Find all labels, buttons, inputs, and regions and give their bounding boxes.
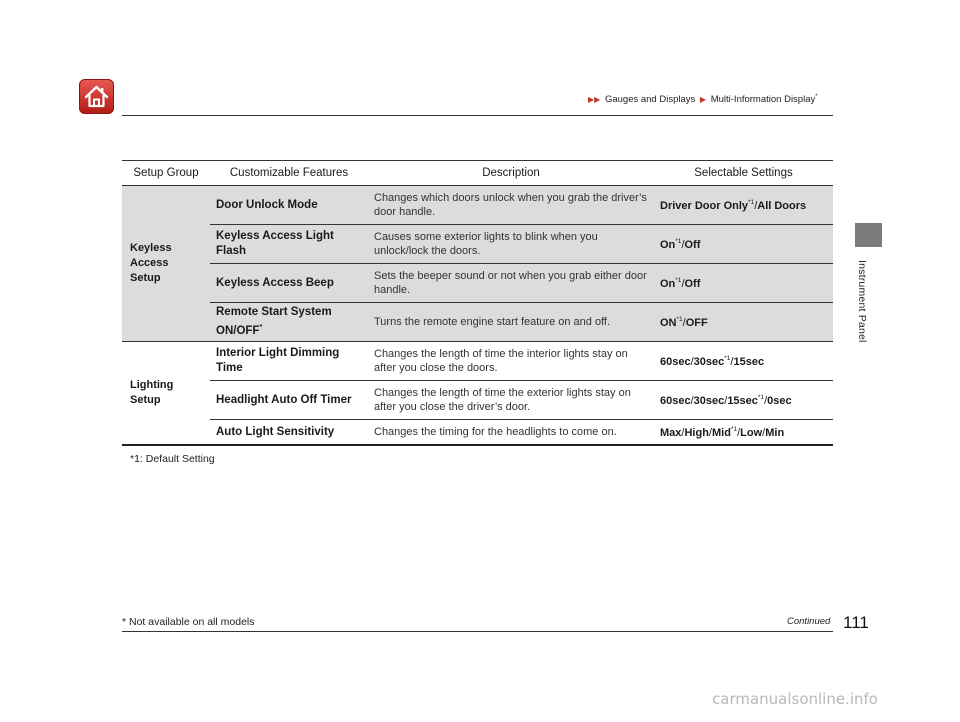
- breadcrumb: [588, 94, 818, 105]
- feature-description: Changes the timing for the headlights to come on.: [368, 420, 654, 446]
- chapter-label-text: Instrument Panel: [856, 260, 868, 343]
- breadcrumb-item-mid[interactable]: Multi-Information Display: [710, 94, 816, 105]
- double-triangle-right-icon: ▶▶: [588, 95, 601, 104]
- selectable-settings: On$^{*1}$/Off: [654, 264, 833, 303]
- continued-label[interactable]: Continued: [787, 616, 831, 627]
- selectable-settings: On$^{*1}$/Off: [654, 225, 833, 264]
- triangle-right-icon: ▶: [699, 95, 707, 104]
- header-divider: [122, 115, 833, 116]
- not-available-star: *: [259, 324, 263, 331]
- not-available-note: * Not available on all models: [122, 616, 255, 628]
- setup-group-keyless: [122, 186, 210, 342]
- group-label-word: Setup: [130, 394, 161, 406]
- group-label-word: Setup: [130, 272, 161, 284]
- feature-name: Headlight Auto Off Timer: [210, 381, 368, 420]
- selectable-settings: $60\sec/30\sec^{*1}/15\sec$: [654, 342, 833, 381]
- home-icon: [83, 83, 110, 110]
- home-button[interactable]: [79, 79, 114, 114]
- selectable-settings: Driver Door Only$^{*1}$/All Doors: [654, 186, 833, 225]
- watermark: carmanualsonline.info: [712, 690, 878, 708]
- column-header: Customizable Features: [210, 161, 368, 186]
- group-label-word: Access: [130, 257, 169, 269]
- column-header: Selectable Settings: [654, 161, 833, 186]
- breadcrumb-item-gauges[interactable]: Gauges and Displays: [604, 94, 696, 105]
- feature-name: Keyless Access Light Flash: [210, 225, 368, 264]
- table-row: [122, 303, 833, 342]
- feature-description: Sets the beeper sound or not when you grab either door handle.: [368, 264, 654, 303]
- footer-divider: [122, 631, 833, 632]
- chapter-tab[interactable]: [855, 223, 882, 247]
- breadcrumb-star: *: [815, 94, 818, 100]
- default-setting-footnote: *1: Default Setting: [130, 453, 215, 465]
- setup-group-lighting: [122, 342, 210, 446]
- table-row: [122, 264, 833, 303]
- feature-description: Changes which doors unlock when you grab the driver’s door handle.: [368, 186, 654, 225]
- feature-name: Auto Light Sensitivity: [210, 420, 368, 446]
- column-header: Setup Group: [122, 161, 210, 186]
- selectable-settings: ON$^{*1}$/OFF: [654, 303, 833, 342]
- feature-name: Interior Light Dimming Time: [210, 342, 368, 381]
- page-number: 111: [843, 613, 869, 632]
- table-row: [122, 381, 833, 420]
- feature-description: Causes some exterior lights to blink when you unlock/lock the doors.: [368, 225, 654, 264]
- customizable-features-table: [122, 160, 833, 446]
- feature-name: Keyless Access Beep: [210, 264, 368, 303]
- feature-description: Turns the remote engine start feature on and off.: [368, 303, 654, 342]
- table-row: [122, 186, 833, 225]
- table-row: [122, 420, 833, 446]
- feature-description: Changes the length of time the interior lights stay on after you close the doors.: [368, 342, 654, 381]
- column-header: Description: [368, 161, 654, 186]
- chapter-label: [852, 260, 868, 380]
- table-header-row: [122, 161, 833, 186]
- group-label-word: Lighting: [130, 379, 174, 391]
- feature-name: Remote Start System ON/OFF*: [210, 303, 368, 342]
- feature-description: Changes the length of time the exterior lights stay on after you close the driver’s door.: [368, 381, 654, 420]
- selectable-settings: $60\sec/30\sec/15\sec^{*1}/0\sec$: [654, 381, 833, 420]
- table-row: [122, 225, 833, 264]
- table-row: [122, 342, 833, 381]
- feature-name: Door Unlock Mode: [210, 186, 368, 225]
- selectable-settings: Max/High/Mid$^{*1}$/Low/Min: [654, 420, 833, 446]
- group-label-word: Keyless: [130, 242, 172, 254]
